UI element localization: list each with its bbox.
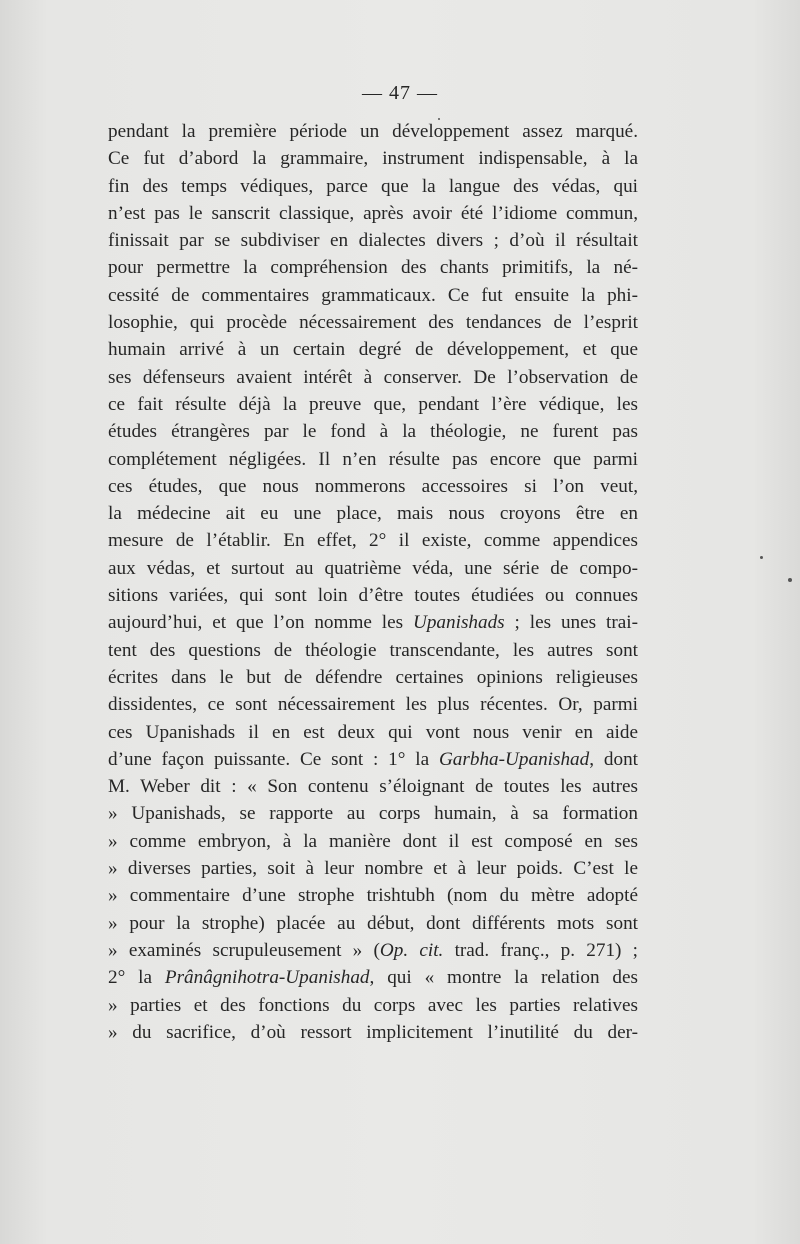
text-line: [108, 500, 638, 527]
text-line: [108, 1019, 638, 1046]
text-run: pour permettre la compréhension des chants primitifs, la né-: [108, 257, 638, 279]
text-run: d’une façon puissante. Ce sont : 1° la: [108, 748, 439, 770]
text-run: » pour la strophe) placée au début, dont différents mots sont: [108, 912, 638, 934]
text-line: [108, 719, 638, 746]
text-run: ses défenseurs avaient intérêt à conserver. De l’observation de: [108, 366, 638, 388]
text-line: [108, 527, 638, 554]
text-run: humain arrivé à un certain degré de développement, et que: [108, 339, 638, 361]
text-run: » diverses parties, soit à leur nombre et à leur poids. C’est le: [108, 858, 638, 880]
text-line: [108, 118, 638, 145]
text-run: Ce fut d’abord la grammaire, instrument indispensable, à la: [108, 148, 638, 170]
text-run: ce fait résulte déjà la preuve que, pendant l’ère védique, les: [108, 393, 638, 415]
ink-speck: [438, 118, 440, 120]
text-run: , qui « montre la relation des: [369, 967, 638, 989]
text-line: [108, 173, 638, 200]
italic-title: Garbha-Upanishad: [438, 748, 590, 770]
text-run: finissait par se subdiviser en dialectes divers ; d’où il résultait: [108, 230, 638, 252]
text-line: [108, 773, 638, 800]
text-run: n’est pas le sanscrit classique, après avoir été l’idiome commun,: [108, 202, 638, 224]
text-run: cessité de commentaires grammaticaux. Ce fut ensuite la phi-: [108, 284, 638, 306]
text-run: complétement négligées. Il n’en résulte pas encore que parmi: [108, 448, 638, 470]
text-line: [108, 364, 638, 391]
text-line: [108, 227, 638, 254]
text-run: mesure de l’établir. En effet, 2° il existe, comme appendices: [108, 530, 638, 552]
text-line: [108, 582, 638, 609]
text-run: tent des questions de théologie transcendante, les autres sont: [108, 639, 638, 661]
text-line: [108, 609, 638, 636]
text-line: [108, 664, 638, 691]
body-text: [108, 118, 638, 1046]
text-run: M. Weber dit : « Son contenu s’éloignant de toutes les autres: [108, 776, 638, 798]
text-run: losophie, qui procède nécessairement des tendances de l’esprit: [108, 312, 638, 334]
text-line: [108, 800, 638, 827]
text-run: » comme embryon, à la manière dont il est composé en ses: [108, 830, 638, 852]
text-run: ces études, que nous nommerons accessoires si l’on veut,: [108, 475, 638, 497]
text-line: [108, 882, 638, 909]
text-run: études étrangères par le fond à la théologie, ne furent pas: [108, 421, 638, 443]
text-line: [108, 555, 638, 582]
text-line: [108, 282, 638, 309]
ink-speck: [760, 556, 763, 559]
text-line: [108, 446, 638, 473]
text-run: trad. franç., p. 271) ;: [443, 939, 638, 961]
text-line: [108, 746, 638, 773]
text-line: [108, 691, 638, 718]
text-run: pendant la première période un développement assez marqué.: [108, 121, 638, 142]
text-line: [108, 200, 638, 227]
text-line: [108, 336, 638, 363]
text-run: » parties et des fonctions du corps avec les parties relatives: [108, 994, 638, 1016]
text-line: [108, 145, 638, 172]
italic-title: Op. cit.: [379, 939, 444, 961]
text-line: [108, 937, 638, 964]
text-run: » du sacrifice, d’où ressort implicitement l’inutilité du der-: [108, 1021, 638, 1043]
ink-speck: [788, 578, 792, 582]
text-line: [108, 418, 638, 445]
text-line: [108, 391, 638, 418]
text-line: [108, 473, 638, 500]
page-number: — 47 —: [362, 82, 438, 104]
text-run: dissidentes, ce sont nécessairement les plus récentes. Or, parmi: [108, 694, 638, 716]
text-run: fin des temps védiques, parce que la langue des védas, qui: [108, 175, 638, 197]
italic-title: Prânâgnihotra-Upanishad: [164, 967, 370, 989]
text-line: [108, 309, 638, 336]
text-line: [108, 964, 638, 991]
text-line: [108, 992, 638, 1019]
text-run: » Upanishads, se rapporte au corps humain, à sa formation: [108, 803, 638, 825]
text-line: [108, 855, 638, 882]
text-run: , dont: [589, 748, 638, 770]
text-run: la médecine ait eu une place, mais nous croyons être en: [108, 503, 638, 525]
text-run: ces Upanishads il en est deux qui vont nous venir en aide: [108, 721, 638, 743]
text-run: 2° la: [108, 967, 165, 989]
text-run: sitions variées, qui sont loin d’être toutes étudiées ou connues: [108, 585, 638, 607]
text-line: [108, 254, 638, 281]
italic-title: Upanishads: [412, 612, 505, 634]
text-run: » examinés scrupuleusement » (: [108, 939, 380, 961]
text-run: ; les unes trai-: [504, 612, 638, 634]
text-run: aujourd’hui, et que l’on nomme les: [108, 612, 413, 634]
text-run: écrites dans le but de défendre certaines opinions religieuses: [108, 666, 638, 688]
text-line: [108, 828, 638, 855]
text-run: » commentaire d’une strophe trishtubh (nom du mètre adopté: [108, 885, 638, 907]
text-run: aux védas, et surtout au quatrième véda, une série de compo-: [108, 557, 638, 579]
text-line: [108, 910, 638, 937]
text-line: [108, 637, 638, 664]
